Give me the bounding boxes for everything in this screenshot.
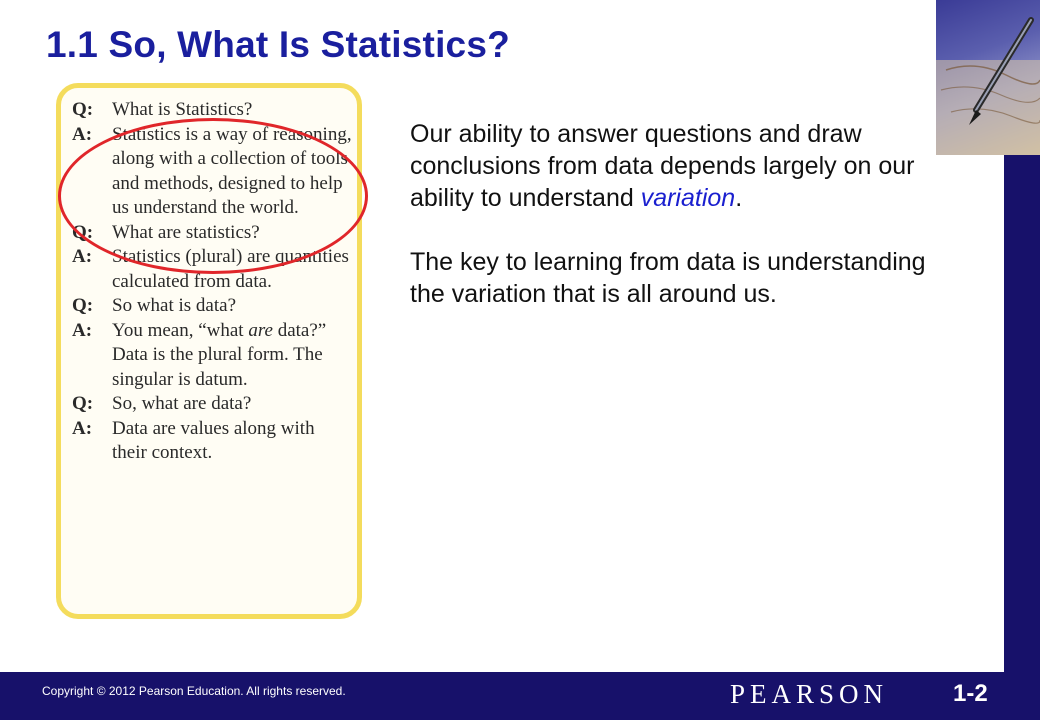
qa-tag: Q: <box>72 221 94 243</box>
qa-item <box>72 319 352 393</box>
qa-text: Statistics is a way of reasoning, along with a collection of tools and methods, designed to help us understand the world. <box>112 123 352 218</box>
qa-text: Statistics (plural) are quantities calculated from data. <box>112 246 349 292</box>
qa-text: Data are values along with their context. <box>112 417 315 463</box>
qa-text: So what is data? <box>112 295 237 316</box>
body-paragraph-1-end: . <box>735 184 743 212</box>
qa-text-after: data?” Data is the plural form. The singular is datum. <box>112 319 327 390</box>
publisher-logo: PEARSON <box>730 679 889 709</box>
variation-emphasis: variation <box>640 184 736 212</box>
qa-text-italic: are <box>248 319 273 341</box>
body-paragraph-1-text: Our ability to answer questions and draw conclusions from data depends largely on our ability to understand <box>410 120 915 212</box>
body-paragraph-2: The key to learning from data is understanding the variation that is all around us. <box>410 248 926 308</box>
qa-text: What are statistics? <box>112 221 260 243</box>
slide-title: 1.1 So, What Is Statistics? <box>46 24 510 65</box>
qa-tag: A: <box>72 123 93 145</box>
qa-item <box>72 294 352 319</box>
qa-text: What is Statistics? <box>112 99 253 120</box>
qa-tag: A: <box>72 319 93 341</box>
qa-tag: Q: <box>72 295 94 316</box>
qa-item <box>72 123 352 221</box>
qa-item <box>72 245 352 294</box>
copyright-text: Copyright © 2012 Pearson Education. All rights reserved. <box>42 684 346 698</box>
qa-list <box>72 98 352 466</box>
corner-pen-illustration <box>936 0 1040 155</box>
qa-item <box>72 221 352 246</box>
qa-text <box>112 319 352 393</box>
qa-item <box>72 417 352 466</box>
qa-tag: A: <box>72 246 93 267</box>
qa-tag: Q: <box>72 99 94 120</box>
qa-text: So, what are data? <box>112 393 252 414</box>
qa-item <box>72 98 352 123</box>
qa-text-before: You mean, “what <box>112 319 249 341</box>
body-text <box>410 118 930 342</box>
body-paragraph-1 <box>410 118 930 214</box>
page-number: 1-2 <box>953 680 988 707</box>
right-side-band <box>1004 150 1040 672</box>
qa-item <box>72 392 352 417</box>
pen-icon <box>936 0 1040 155</box>
qa-tag: Q: <box>72 393 94 414</box>
qa-tag: A: <box>72 417 93 439</box>
